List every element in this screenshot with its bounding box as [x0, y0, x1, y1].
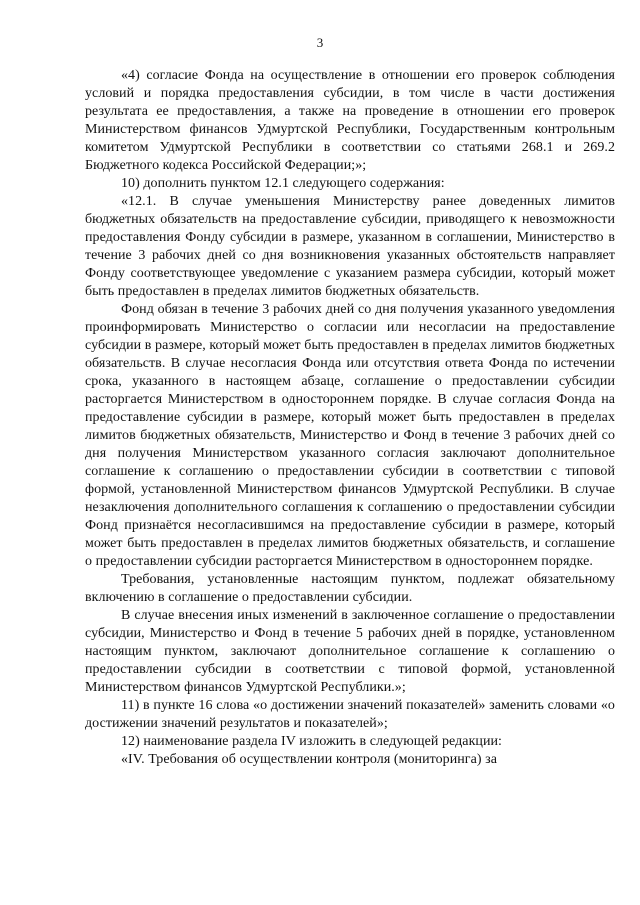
paragraph-clause-12-1: «12.1. В случае уменьшения Министерству ранее доведенных лимитов бюджетных обязательств на предоставление субсидии, приводящего к невозможности предоставления Фонду субсидии в размере, указанном в соглашении, Министерство в течение 3 рабочих дней со дня возникновения указанных обстоятельств направляет Фонду соответствующее уведомление с указанием размера субсидии, который может быть предоставлен в пределах лимитов бюджетных обязательств. [85, 194, 615, 299]
paragraph-requirements: Требования, установленные настоящим пунктом, подлежат обязательному включению в соглашение о предоставлении субсидии. [85, 572, 615, 605]
paragraph-fund-obligation: Фонд обязан в течение 3 рабочих дней со дня получения указанного уведомления проинформировать Министерство о согласии или несогласии на предоставление субсидии в размере, который может быть предоставлен в пределах лимитов бюджетных обязательств. В случае несогласия Фонда или отсутствия ответа Фонда по истечении срока, указанного в настоящем абзаце, соглашение о предоставлении субсидии расторгается Министерством в одностороннем порядке. В случае согласия Фонда на предоставление субсидии в размере, который может быть предоставлен в пределах лимитов бюджетных обязательств, Министерство и Фонд в течение 3 рабочих дней со дня получения Министерством указанного согласия заключают дополнительное соглашение к соглашению о предоставлении субсидии в соответствии с типовой формой, установленной Министерством финансов Удмуртской Республики. В случае незаключения дополнительного соглашения к соглашению о предоставлении субсидии Фонд признаётся несогласившимся на предоставление субсидии в размере, который может быть предоставлен в пределах лимитов бюджетных обязательств, и соглашение о предоставлении субсидии расторгается Министерством в одностороннем порядке. [85, 302, 615, 569]
paragraph-section-iv-heading: «IV. Требования об осуществлении контроля (мониторинга) за [121, 752, 497, 767]
paragraph-consent-clause: «4) согласие Фонда на осуществление в отношении его проверок соблюдения условий и порядка предоставления субсидии, в том числе в части достижения результата ее предоставления, а также на проведение в отношении его проверок Министерством финансов Удмуртской Республики, Государственным контрольным комитетом Удмуртской Республики в соответствии со статьями 268.1 и 269.2 Бюджетного кодекса Российской Федерации;»; [85, 68, 615, 173]
paragraph-item-12: 12) наименование раздела IV изложить в следующей редакции: [121, 734, 502, 749]
paragraph-item-11: 11) в пункте 16 слова «о достижении значений показателей» заменить словами «о достижении значений результатов и показателей»; [85, 698, 615, 731]
page-number: 3 [316, 35, 324, 50]
document-body [85, 67, 615, 769]
paragraph-item-10: 10) дополнить пунктом 12.1 следующего содержания: [121, 176, 445, 191]
paragraph-other-changes: В случае внесения иных изменений в заключенное соглашение о предоставлении субсидии, Министерство и Фонд в течение 5 рабочих дней в порядке, установленном настоящим пунктом, заключают дополнительное соглашение к соглашению о предоставлении субсидии в соответствии с типовой формой, установленной Министерством финансов Удмуртской Республики.»; [85, 608, 615, 695]
